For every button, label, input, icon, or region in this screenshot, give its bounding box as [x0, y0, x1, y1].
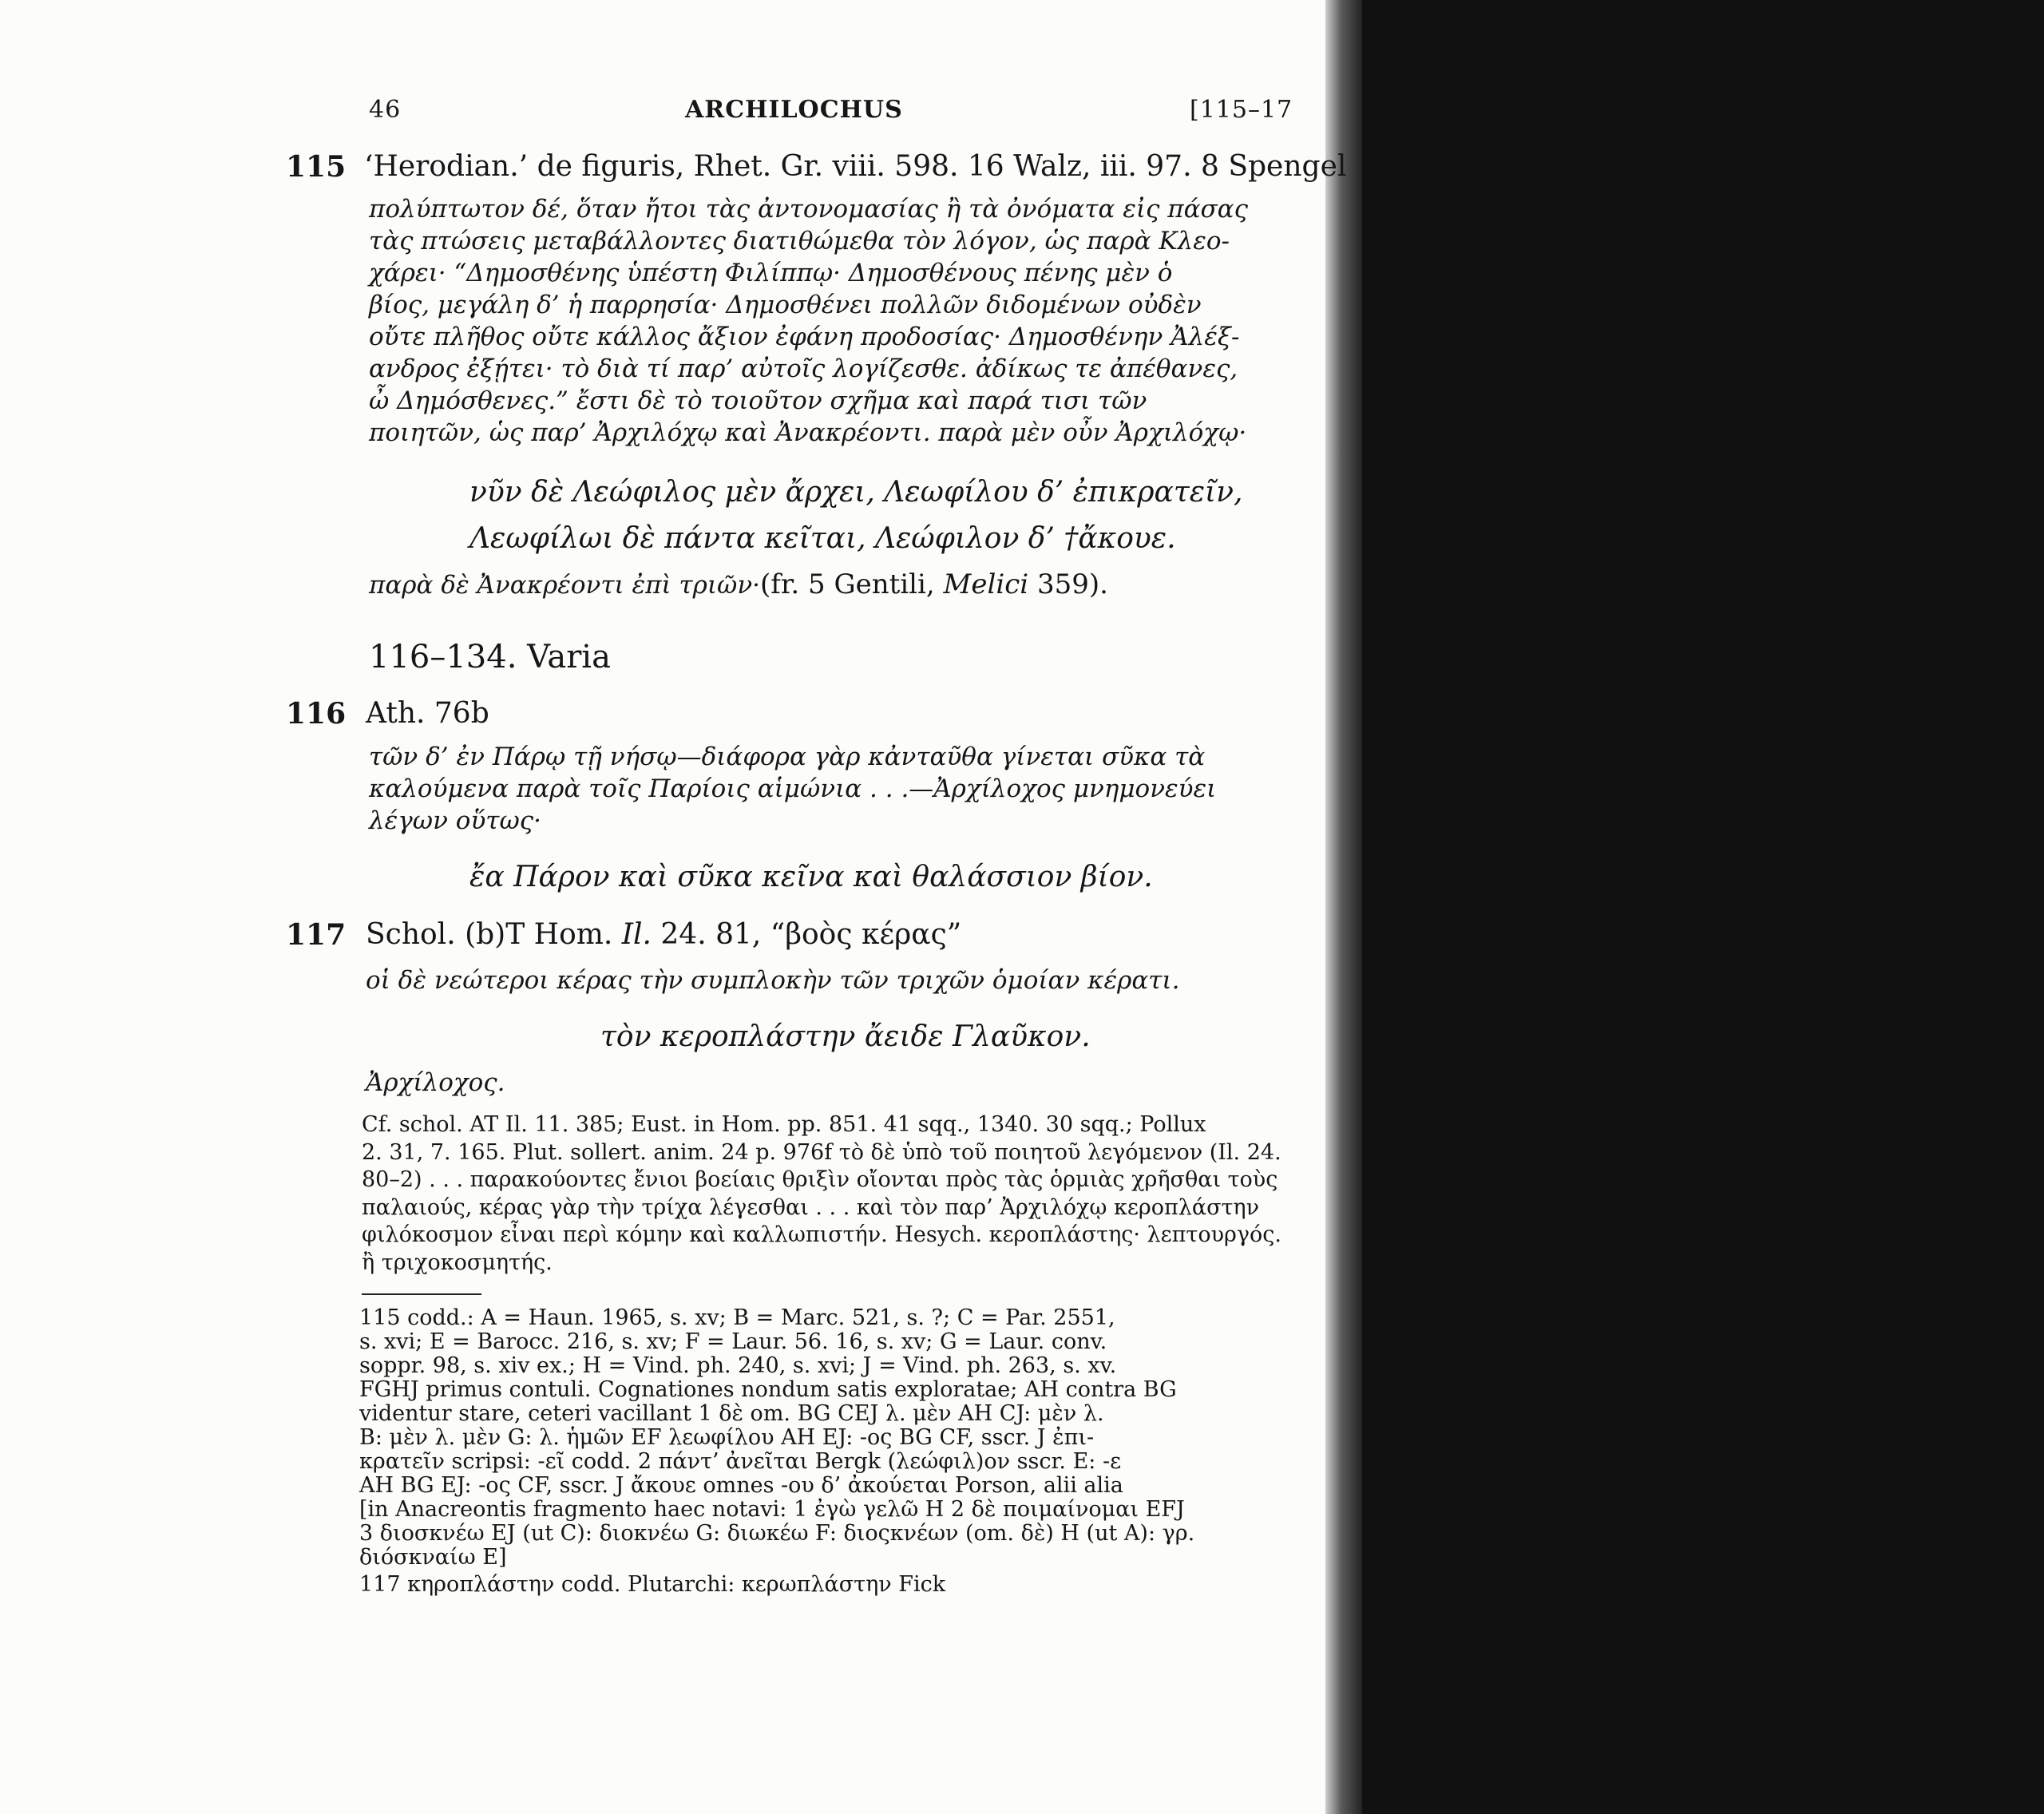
ref-suffix: 359).: [1028, 568, 1108, 600]
page-gutter-shadow: [1325, 0, 1365, 1814]
greek-line: λέγων οὕτως·: [369, 806, 541, 835]
fragment-number-117: 117: [286, 918, 347, 952]
testimonia-line: 2. 31, 7. 165. Plut. sollert. anim. 24 p. 976f τὸ δὲ ὑπὸ τοῦ ποιητοῦ λεγόμενον (Il. 24.: [362, 1139, 1281, 1165]
apparatus-line: 3 διοσκνέω EJ (ut C): διοκνέω G: διωκέω F: διοςκνέων (om. δὲ) H (ut A): γρ.: [359, 1521, 1195, 1546]
fragment-117-greek-text: οἱ δὲ νεώτεροι κέρας τὴν συμπλοκὴν τῶν τριχῶν ὁμοίαν κέρατι.: [366, 966, 1180, 995]
apparatus-line: s. xvi; E = Barocc. 216, s. xv; F = Laur. 56. 16, s. xv; G = Laur. conv.: [359, 1329, 1107, 1354]
apparatus-line: 117 κηροπλάστην codd. Plutarchi: κερωπλάστην Fick: [359, 1572, 946, 1597]
apparatus-line: B: μὲν λ. μὲν G: λ. ἡμῶν EF λεωφίλου AH EJ: -ος BG CF, sscr. J ἐπι-: [359, 1425, 1095, 1450]
page-number: 46: [369, 96, 402, 124]
ref-prefix: (fr. 5 Gentili,: [760, 568, 944, 600]
source-prefix: Schol. (b)T Hom.: [366, 918, 622, 951]
apparatus-line: soppr. 98, s. xiv ex.; H = Vind. ph. 240, s. xvi; J = Vind. ph. 263, s. xv.: [359, 1353, 1117, 1378]
source-suffix: 24. 81, “βοὸς κέρας”: [651, 918, 962, 951]
apparatus-line: 115 codd.: A = Haun. 1965, s. xv; B = Marc. 521, s. ?; C = Par. 2551,: [359, 1305, 1115, 1330]
apparatus-line: κρατεῖν scripsi: -εῖ codd. 2 πάντ’ ἀνεῖται Bergk (λεώφιλ)ον sscr. E: -ε: [359, 1449, 1122, 1474]
ref-italic: Melici: [943, 568, 1029, 600]
apparatus-line: AH BG EJ: -ος CF, sscr. J ἄκουε omnes -ου δ’ ἀκούεται Porson, alii alia: [359, 1473, 1123, 1498]
scanner-background: [1362, 0, 2044, 1814]
greek-line: χάρει· “Δημοσθένης ὑπέστη Φιλίππῳ· Δημοσθένους πένης μὲν ὁ: [369, 259, 1173, 287]
greek-line: τὰς πτώσεις μεταβάλλοντες διατιθώμεθα τὸν λόγον, ὡς παρὰ Κλεο-: [369, 227, 1230, 255]
testimonia-line: ἢ τριχοκοσμητής.: [362, 1250, 553, 1275]
fragment-116-verse: ἔα Πάρον καὶ σῦκα κεῖνα καὶ θαλάσσιον βίον.: [469, 861, 1153, 893]
footnote-rule: [362, 1293, 481, 1295]
fragment-number-115: 115: [286, 150, 347, 184]
apparatus-line: διόσκναίω E]: [359, 1545, 507, 1570]
verse-line: νῦν δὲ Λεώφιλος μὲν ἄρχει, Λεωφίλου δ’ ἐπικρατεῖν,: [469, 476, 1243, 509]
fragment-115-greek-text: [369, 193, 1248, 449]
testimonia-line: 80–2) . . . παρακούοντες ἔνιοι βοείαις θριξὶν οἴονται πρὸς τὰς ὁρμιὰς χρῆσθαι τοὺς: [362, 1167, 1278, 1192]
greek-line: πολύπτωτον δέ, ὅταν ἤτοι τὰς ἀντονομασίας ἢ τὰ ὀνόματα εἰς πάσας: [369, 195, 1248, 224]
greek-line: καλούμενα παρὰ τοῖς Παρίοις αἱμώνια . . .—Ἀρχίλοχος μνημονεύει: [369, 774, 1217, 803]
testimonia-line: παλαιούς, κέρας γὰρ τὴν τρίχα λέγεσθαι . . . καὶ τὸν παρ’ Ἀρχιλόχῳ κεροπλάστην: [362, 1194, 1260, 1220]
running-title: ARCHILOCHUS: [685, 96, 903, 124]
apparatus-line: videntur stare, ceteri vacillant 1 δὲ om. BG CEJ λ. μὲν AH CJ: μὲν λ.: [359, 1401, 1104, 1426]
source-italic: Il.: [621, 918, 652, 951]
fragment-116-greek-text: [369, 741, 1216, 837]
fragment-117-source: [366, 918, 961, 951]
apparatus-line: FGHJ primus contuli. Cognationes nondum satis exploratae; AH contra BG: [359, 1377, 1177, 1402]
greek-line: ὦ Δημόσθενες.” ἔστι δὲ τὸ τοιοῦτον σχῆμα καὶ παρά τισι τῶν: [369, 386, 1147, 415]
testimonia-line: φιλόκοσμον εἶναι περὶ κόμην καὶ καλλωπιστήν. Hesych. κεροπλάστης· λεπτουργός.: [362, 1222, 1281, 1247]
fragment-117-attribution: Ἀρχίλοχος.: [366, 1068, 505, 1097]
fragment-115-anacreon-ref: [369, 568, 1108, 600]
apparatus-line: [in Anacreontis fragmento haec notavi: 1 ἐγὼ γελῶ H 2 δὲ ποιμαίνομαι EFJ: [359, 1497, 1185, 1522]
greek-line: βίος, μεγάλη δ’ ἡ παρρησία· Δημοσθένει πολλῶν διδομένων οὐδὲν: [369, 291, 1202, 319]
apparatus-criticus: [359, 1306, 1194, 1597]
greek-line: τῶν δ’ ἐν Πάρῳ τῇ νήσῳ—διάφορα γὰρ κἀνταῦθα γίνεται σῦκα τὰ: [369, 743, 1206, 771]
fragment-116-source: Ath. 76b: [366, 697, 489, 730]
section-heading: 116–134. Varia: [369, 639, 611, 675]
fragment-number-116: 116: [286, 697, 347, 731]
greek-line: ποιητῶν, ὡς παρ’ Ἀρχιλόχῳ καὶ Ἀνακρέοντι. παρὰ μὲν οὖν Ἀρχιλόχῳ·: [369, 418, 1247, 447]
greek-line: ανδρος ἐξῄτει· τὸ διὰ τί παρ’ αὐτοῖς λογίζεσθε. ἀδίκως τε ἀπέθανες,: [369, 354, 1238, 383]
fragment-117-verse: τὸν κεροπλάστην ἄειδε Γλαῦκον.: [600, 1020, 1091, 1053]
verse-line: Λεωφίλωι δὲ πάντα κεῖται, Λεώφιλον δ’ †ἄκουε.: [469, 522, 1176, 555]
fragment-115-verse: [469, 469, 1243, 562]
testimonia-line: Cf. schol. AT Il. 11. 385; Eust. in Hom. pp. 851. 41 sqq., 1340. 30 sqq.; Pollux: [362, 1112, 1206, 1137]
fragment-115-source: ‘Herodian.’ de figuris, Rhet. Gr. viii. 598. 16 Walz, iii. 97. 8 Spengel: [364, 150, 1347, 183]
fragment-117-testimonia: [362, 1111, 1281, 1277]
fragment-range: [115–17: [1190, 96, 1293, 124]
anacreon-greek: παρὰ δὲ Ἀνακρέοντι ἐπὶ τριῶν·: [369, 571, 761, 600]
greek-line: οὔτε πλῆθος οὔτε κάλλος ἄξιον ἐφάνη προδοσίας· Δημοσθένην Ἀλέξ-: [369, 323, 1240, 351]
